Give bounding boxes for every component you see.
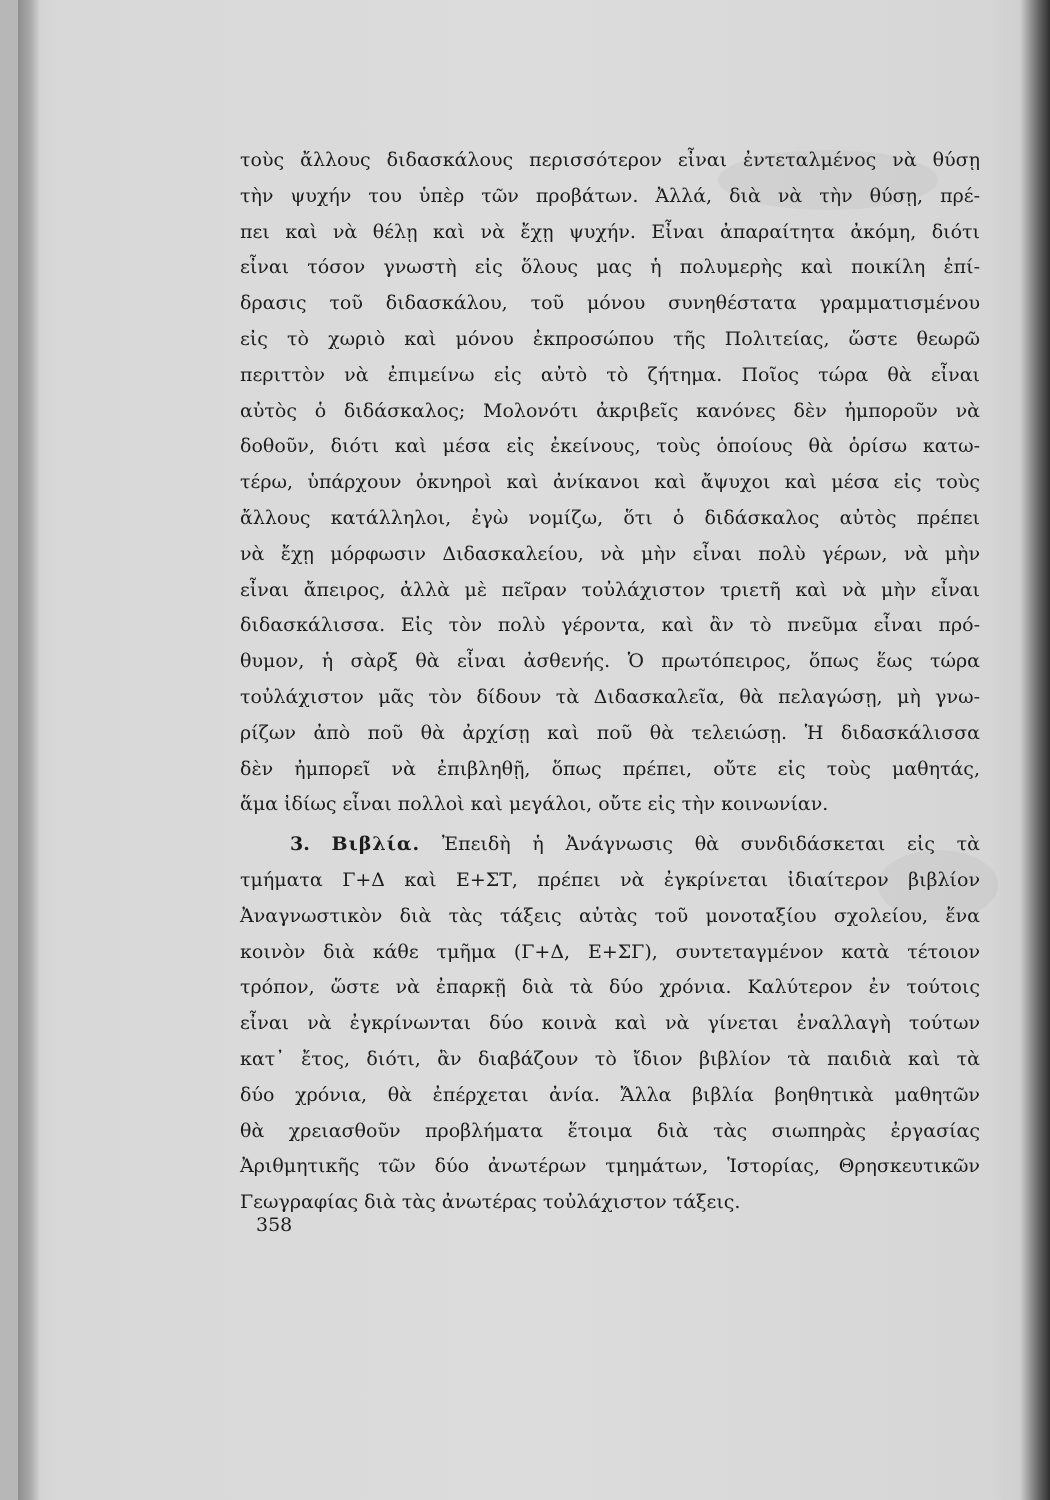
section-number: 3. — [290, 833, 310, 856]
text-line: Ἀριθμητικῆς τῶν δύο ἀνωτέρων τμημάτων, Ἱστορίας, Θρησκευτικῶν — [240, 1155, 980, 1178]
text-line: εἶναι τόσον γνωστὴ εἰς ὅλους μας ἡ πολυμερὴς καὶ ποικίλη ἐπί- — [240, 256, 980, 279]
body-text — [240, 143, 980, 1221]
text-line: τοὐλάχιστον μᾶς τὸν δίδουν τὰ Διδασκαλεῖα, θὰ πελαγώσῃ, μὴ γνω- — [240, 685, 980, 708]
section-3-books — [240, 827, 980, 1221]
text-line: ἅμα ἰδίως εἶναι πολλοὶ καὶ μεγάλοι, οὔτε εἰς τὴν κοινωνίαν. — [240, 793, 829, 816]
text-line: νὰ ἔχῃ μόρφωσιν Διδασκαλείου, νὰ μὴν εἶναι πολὺ γέρων, νὰ μὴν — [240, 542, 980, 565]
text-line: διδασκάλισσα. Εἰς τὸν πολὺ γέροντα, καὶ ἂν τὸ πνεῦμα εἶναι πρό- — [240, 614, 980, 637]
page-number: 358 — [256, 1214, 293, 1236]
section-title: Βιβλία. — [331, 833, 421, 856]
text-line: εἶναι ἄπειρος, ἀλλὰ μὲ πεῖραν τοὐλάχιστον τριετῆ καὶ νὰ μὴν εἶναι — [240, 578, 980, 601]
page-edge-shadow — [1020, 0, 1050, 1500]
text-line: περιττὸν νὰ ἐπιμείνω εἰς αὐτὸ τὸ ζήτημα. Ποῖος τώρα θὰ εἶναι — [240, 363, 980, 386]
text-line: κατ᾽ ἔτος, διότι, ἂν διαβάζουν τὸ ἴδιον βιβλίον τὰ παιδιὰ καὶ τὰ — [240, 1047, 980, 1070]
section-heading-line — [240, 827, 980, 863]
text-line: Ἀναγνωστικὸν διὰ τὰς τάξεις αὐτὰς τοῦ μονοταξίου σχολείου, ἕνα — [240, 904, 980, 927]
text-line: τὴν ψυχήν του ὑπὲρ τῶν προβάτων. Ἀλλά, διὰ νὰ τὴν θύσῃ, πρέ- — [240, 184, 980, 207]
text-line: πει καὶ νὰ θέλῃ καὶ νὰ ἔχῃ ψυχήν. Εἶναι ἀπαραίτητα ἀκόμη, διότι — [240, 220, 980, 243]
text-line: τμήματα Γ+Δ καὶ Ε+ΣΤ, πρέπει νὰ ἐγκρίνεται ἰδιαίτερον βιβλίον — [240, 868, 980, 891]
text-line: δὲν ἠμπορεῖ νὰ ἐπιβληθῇ, ὅπως πρέπει, οὔτε εἰς τοὺς μαθητάς, — [240, 757, 980, 780]
binding-gutter-shadow — [18, 0, 40, 1500]
text-line: ρίζων ἀπὸ ποῦ θὰ ἀρχίσῃ καὶ ποῦ θὰ τελειώσῃ. Ἡ διδασκάλισσα — [240, 721, 980, 744]
text-line: εἶναι νὰ ἐγκρίνωνται δύο κοινὰ καὶ νὰ γίνεται ἐναλλαγὴ τούτων — [240, 1012, 980, 1035]
text-line: θυμον, ἡ σὰρξ θὰ εἶναι ἀσθενής. Ὁ πρωτόπειρος, ὅπως ἕως τώρα — [240, 650, 980, 673]
paragraph-continuation — [240, 143, 980, 823]
text-line: τρόπον, ὥστε νὰ ἐπαρκῇ διὰ τὰ δύο χρόνια. Καλύτερον ἐν τούτοις — [240, 976, 980, 999]
text-line: τοὺς ἄλλους διδασκάλους περισσότερον εἶναι ἐντεταλμένος νὰ θύσῃ — [240, 149, 980, 171]
text-line: δρασις τοῦ διδασκάλου, τοῦ μόνου συνηθέστατα γραμματισμένου — [240, 292, 980, 315]
text-line: κοινὸν διὰ κάθε τμῆμα (Γ+Δ, Ε+ΣΓ), συντεταγμένον κατὰ τέτοιον — [240, 940, 980, 963]
text-line: τέρω, ὑπάρχουν ὀκνηροὶ καὶ ἀνίκανοι καὶ ἄψυχοι καὶ μέσα εἰς τοὺς — [240, 471, 980, 494]
section-first-line-text: Ἐπειδὴ ἡ Ἀνάγνωσις θὰ συνδιδάσκεται εἰς τὰ — [441, 833, 981, 856]
text-line: θὰ χρειασθοῦν προβλήματα ἕτοιμα διὰ τὰς σιωπηρὰς ἐργασίας — [240, 1119, 980, 1142]
text-line: Γεωγραφίας διὰ τὰς ἀνωτέρας τοὐλάχιστον τάξεις. — [240, 1191, 741, 1214]
text-line: δύο χρόνια, θὰ ἐπέρχεται ἀνία. Ἄλλα βιβλία βοηθητικὰ μαθητῶν — [240, 1083, 980, 1106]
text-line: ἄλλους κατάλληλοι, ἐγὼ νομίζω, ὅτι ὁ διδάσκαλος αὐτὸς πρέπει — [240, 506, 980, 529]
text-line: δοθοῦν, διότι καὶ μέσα εἰς ἐκείνους, τοὺς ὁποίους θὰ ὁρίσω κατω- — [240, 435, 980, 458]
text-line: αὐτὸς ὁ διδάσκαλος; Μολονότι ἀκριβεῖς κανόνες δὲν ἠμποροῦν νὰ — [240, 399, 980, 422]
text-line: εἰς τὸ χωριὸ καὶ μόνου ἐκπροσώπου τῆς Πολιτείας, ὥστε θεωρῶ — [240, 327, 980, 350]
